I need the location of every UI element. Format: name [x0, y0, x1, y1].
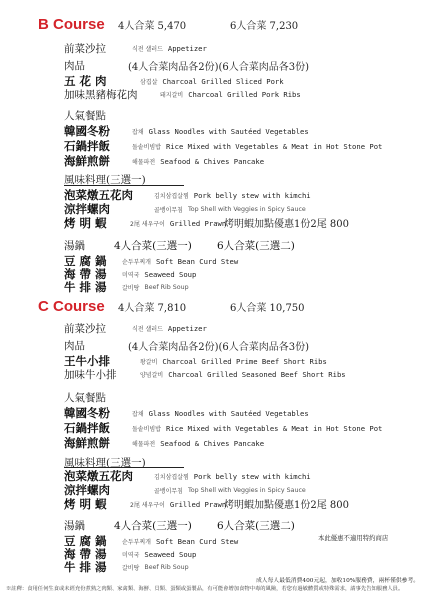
dish-english: Charcoal Grilled Pork Ribs	[188, 90, 301, 99]
c-prawn-addon-note: 烤明蝦加點優惠1份2尾 800	[224, 500, 349, 511]
dish-english: Soft Bean Curd Stew	[155, 536, 239, 546]
section-title: 肉品	[64, 60, 85, 72]
dish-name: 豆 腐 鍋	[64, 534, 107, 548]
dish-korean: 갈비탕	[122, 284, 140, 292]
soup-6-person-option: 6人合菜(三選二)	[217, 240, 295, 252]
dish-name: 海 帶 湯	[64, 547, 107, 561]
dish-english: Charcoal Grilled Seasoned Beef Short Ribs	[168, 370, 346, 379]
dish-name: 前菜沙拉	[64, 323, 106, 335]
dish-name: 前菜沙拉	[64, 43, 106, 55]
section-subtitle: (4人合菜肉品各2份)(6人合菜肉品各3份)	[128, 62, 310, 73]
dish-korean: 미역국	[122, 271, 140, 279]
dish-english: Pork belly stew with kimchi	[193, 471, 311, 481]
dish-korean: 양념갈비	[140, 372, 164, 379]
c-meat-item	[64, 367, 346, 382]
dish-korean: 순두부찌개	[122, 258, 151, 266]
dish-english: Appetizer	[167, 324, 207, 333]
c-popular-item	[64, 420, 382, 436]
c-course-title: C Course	[38, 298, 105, 315]
dish-name: 涼拌螺肉	[64, 483, 110, 497]
holiday-note: 本此優惠不適用特約商店	[318, 534, 389, 542]
dish-name: 泡菜燉五花肉	[64, 469, 133, 483]
b-flavor-item	[64, 215, 226, 231]
dish-english: Beef Rib Soup	[144, 283, 189, 291]
c-meat-heading	[64, 338, 309, 353]
soup-6-person-option: 6人合菜(三選二)	[217, 520, 295, 532]
b-course-title: B Course	[38, 16, 105, 33]
dish-name: 韓國冬粉	[64, 124, 110, 138]
dish-korean: 골뱅이무침	[154, 206, 183, 214]
dish-korean: 돼지갈비	[160, 92, 184, 99]
dish-korean: 돌솥비빔밥	[132, 143, 161, 151]
dish-name: 烤 明 蝦	[64, 216, 107, 230]
dish-name: 涼拌螺肉	[64, 202, 110, 216]
dish-korean: 삼겹살	[140, 78, 158, 86]
dish-name: 王牛小排	[64, 354, 110, 368]
dish-name: 加味牛小排	[64, 369, 117, 381]
c-course-4-person-price: 4人合菜 7,810	[118, 303, 187, 314]
b-soup-heading	[64, 238, 295, 253]
dish-english: Seafood & Chives Pancake	[160, 156, 265, 166]
dish-english: Seafood & Chives Pancake	[160, 438, 265, 448]
dish-english: Pork belly stew with kimchi	[193, 190, 311, 200]
dish-name: 烤 明 蝦	[64, 497, 107, 511]
b-course-6-person-price: 6人合菜 7,230	[230, 21, 299, 32]
dish-korean: 미역국	[122, 551, 140, 559]
dish-name: 加味黑豬梅花肉	[64, 89, 138, 101]
dish-korean: 2尾 새우구이	[130, 501, 165, 509]
b-popular-heading: 人氣餐點	[64, 110, 106, 122]
dish-english: Seaweed Soup	[144, 549, 197, 559]
dish-name: 石鍋拌飯	[64, 139, 110, 153]
section-title: 湯鍋	[64, 520, 85, 532]
dish-english: Glass Noodles with Sautéed Vegetables	[148, 408, 309, 418]
c-flavor-heading: 風味料理(三選一)	[64, 457, 146, 469]
minimum-charge-note: 成人每人最低消費400元起，加收10%服務費，兩杯僅供參考。	[256, 578, 420, 584]
c-appetizer-row	[64, 321, 207, 336]
dish-name: 石鍋拌飯	[64, 421, 110, 435]
dish-korean: 순두부찌개	[122, 538, 151, 546]
c-soup-item	[64, 559, 189, 575]
b-meat-item	[64, 87, 301, 102]
dish-english: Seaweed Soup	[144, 269, 197, 279]
dish-name: 海 帶 湯	[64, 267, 107, 281]
dish-korean: 돌솥비빔밥	[132, 425, 161, 433]
dish-korean: 식전 샐러드	[132, 326, 163, 333]
dish-english: Charcoal Grilled Sliced Pork	[162, 76, 284, 86]
c-popular-heading: 人氣餐點	[64, 392, 106, 404]
c-soup-heading	[64, 518, 295, 533]
dish-name: 五 花 肉	[64, 74, 107, 88]
soup-4-person-option: 4人合菜(三選一)	[114, 520, 192, 532]
b-popular-item	[64, 123, 309, 139]
dish-name: 海鮮煎餅	[64, 154, 110, 168]
b-prawn-addon-note: 烤明蝦加點優惠1份2尾 800	[224, 219, 349, 230]
dish-english: Top Shell with Veggies in Spicy Sauce	[187, 486, 306, 494]
dish-korean: 2尾 새우구이	[130, 220, 165, 228]
dish-english: Appetizer	[167, 44, 207, 53]
dish-english: Rice Mixed with Vegetables & Meat in Hot Stone Pot	[165, 141, 383, 151]
b-course-header	[38, 16, 298, 33]
dish-korean: 해물파전	[132, 440, 156, 448]
dish-korean: 김치삼겹살찜	[154, 473, 189, 481]
dish-korean: 왕갈비	[140, 358, 158, 366]
dish-english: Glass Noodles with Sautéed Vegetables	[148, 126, 309, 136]
dish-english: Rice Mixed with Vegetables & Meat in Hot Stone Pot	[165, 423, 383, 433]
dish-korean: 김치삼겹살찜	[154, 192, 189, 200]
dish-name: 海鮮煎餅	[64, 436, 110, 450]
dish-english: Charcoal Grilled Prime Beef Short Ribs	[162, 356, 327, 366]
dish-english: Top Shell with Veggies in Spicy Sauce	[187, 205, 306, 213]
dish-korean: 해물파전	[132, 158, 156, 166]
b-popular-item	[64, 138, 382, 154]
section-title: 湯鍋	[64, 240, 85, 252]
dish-korean: 잡채	[132, 410, 144, 418]
dish-english: Grilled Prawn	[169, 218, 227, 228]
section-subtitle: (4人合菜肉品各2份)(6人合菜肉品各3份)	[128, 342, 310, 353]
footer-disclaimer: ※註釋：食用任何生食或未經充份煮熟之肉類、家禽類、海鮮、貝類、蛋類或蛋製品，有可能會增加食物中毒的風險，若您有過敏體質或特殊需求，請事先告知服務人員。	[6, 586, 404, 592]
dish-name: 牛 排 湯	[64, 280, 107, 294]
b-course-4-person-price: 4人合菜 5,470	[118, 21, 187, 32]
b-soup-item	[64, 279, 189, 295]
c-course-header	[38, 298, 305, 315]
dish-korean: 식전 샐러드	[132, 46, 163, 53]
soup-4-person-option: 4人合菜(三選一)	[114, 240, 192, 252]
b-appetizer-row	[64, 41, 207, 56]
dish-korean: 갈비탕	[122, 564, 140, 572]
divider	[64, 185, 184, 186]
b-flavor-heading: 風味料理(三選一)	[64, 174, 146, 186]
dish-english: Beef Rib Soup	[144, 563, 189, 571]
dish-english: Soft Bean Curd Stew	[155, 256, 239, 266]
c-popular-item	[64, 405, 309, 421]
dish-name: 泡菜燉五花肉	[64, 188, 133, 202]
dish-korean: 골뱅이무침	[154, 487, 183, 495]
c-course-6-person-price: 6人合菜 10,750	[230, 303, 305, 314]
dish-korean: 잡채	[132, 128, 144, 136]
b-meat-heading	[64, 58, 309, 73]
c-popular-item	[64, 435, 264, 451]
b-popular-item	[64, 153, 264, 169]
dish-name: 牛 排 湯	[64, 560, 107, 574]
dish-english: Grilled Prawn	[169, 499, 227, 509]
dish-name: 豆 腐 鍋	[64, 254, 107, 268]
section-title: 肉品	[64, 340, 85, 352]
dish-name: 韓國冬粉	[64, 406, 110, 420]
c-flavor-item	[64, 496, 226, 512]
